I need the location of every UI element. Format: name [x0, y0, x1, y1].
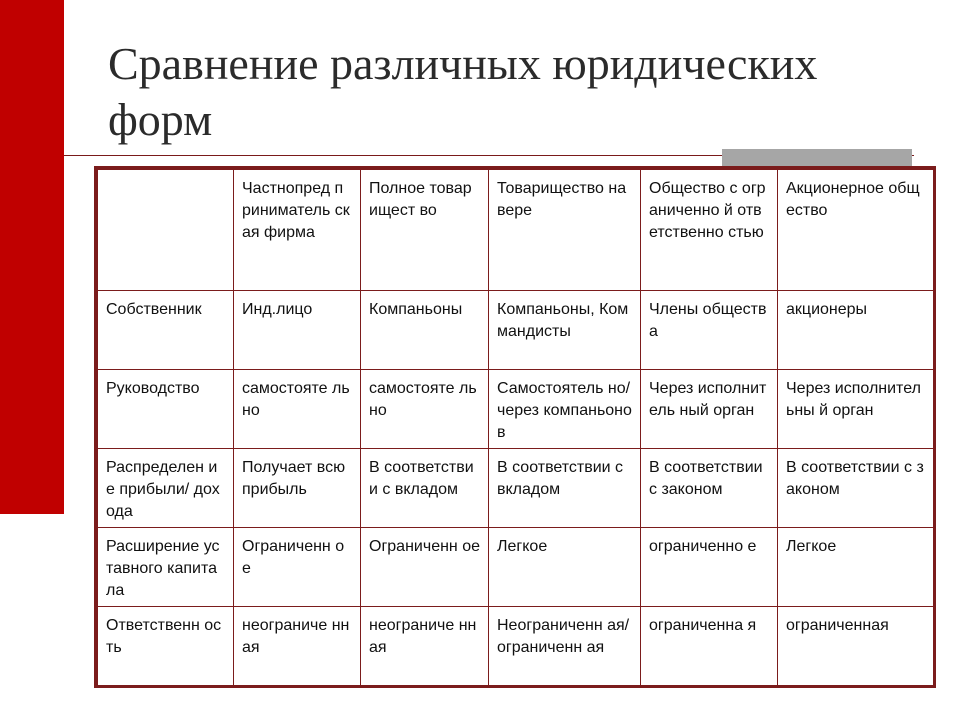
table-cell: самостояте льно	[361, 370, 489, 449]
table-cell: Ограниченн ое	[234, 528, 361, 607]
header-cell: Частнопред приниматель ская фирма	[234, 170, 361, 291]
row-label-cell: Собственник	[98, 291, 234, 370]
row-label-cell: Расширение уставного капитала	[98, 528, 234, 607]
table-cell: Компаньоны	[361, 291, 489, 370]
table-cell: Через исполнительны й орган	[778, 370, 934, 449]
table-row	[98, 528, 934, 607]
gray-accent-bar	[722, 149, 912, 167]
row-label-cell: Руководство	[98, 370, 234, 449]
table-cell: Компаньоны, Коммандисты	[489, 291, 641, 370]
table-cell: Самостоятель но/через компаньонов	[489, 370, 641, 449]
comparison-table-frame	[94, 166, 936, 688]
table-row	[98, 291, 934, 370]
table-cell: Через исполнитель ный орган	[641, 370, 778, 449]
table-cell: ограниченно е	[641, 528, 778, 607]
table-header-row	[98, 170, 934, 291]
table-row	[98, 370, 934, 449]
row-label-cell: Распределен ие прибыли/ дохода	[98, 449, 234, 528]
table-cell: Ограниченн ое	[361, 528, 489, 607]
table-cell: Члены общества	[641, 291, 778, 370]
row-label-cell: Ответственн ость	[98, 607, 234, 686]
table-row	[98, 607, 934, 686]
red-accent-bar	[0, 0, 64, 514]
header-cell	[98, 170, 234, 291]
table-cell: неограниче нная	[361, 607, 489, 686]
table-cell: самостояте льно	[234, 370, 361, 449]
table-cell: ограниченная	[778, 607, 934, 686]
slide-title: Сравнение различных юридических форм	[108, 38, 818, 145]
table-cell: В соответствии с законом	[778, 449, 934, 528]
table-cell: В соответствии с вкладом	[489, 449, 641, 528]
header-cell: Полное товарищест во	[361, 170, 489, 291]
table-cell: Инд.лицо	[234, 291, 361, 370]
table-cell: В соответствии с законом	[641, 449, 778, 528]
table-cell: В соответстви и с вкладом	[361, 449, 489, 528]
table-cell: Получает всю прибыль	[234, 449, 361, 528]
table-cell: ограниченна я	[641, 607, 778, 686]
header-cell: Товарищество на вере	[489, 170, 641, 291]
comparison-table	[97, 169, 934, 686]
table-cell: акционеры	[778, 291, 934, 370]
table-cell: Неограниченн ая/ограниченн ая	[489, 607, 641, 686]
table-row	[98, 449, 934, 528]
table-cell: Легкое	[778, 528, 934, 607]
header-cell: Общество с ограниченно й ответственно стью	[641, 170, 778, 291]
table-cell: Легкое	[489, 528, 641, 607]
table-cell: неограниче нная	[234, 607, 361, 686]
header-cell: Акционерное общество	[778, 170, 934, 291]
